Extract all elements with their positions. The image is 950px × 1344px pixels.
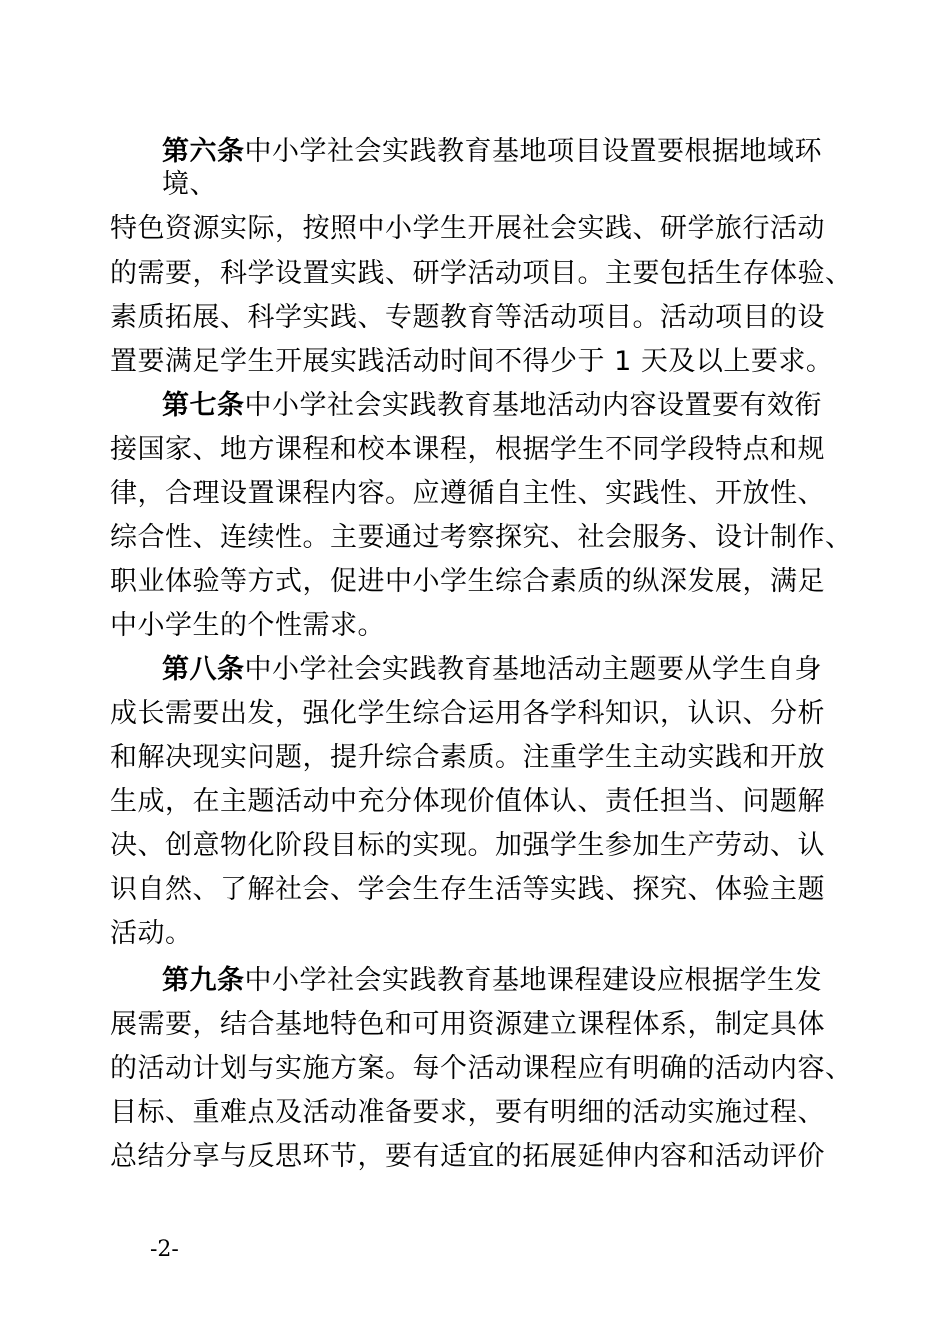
article-7-heading: 第七条 xyxy=(162,390,245,421)
article-9-line: 的活动计划与实施方案。每个活动课程应有明确的活动内容、 xyxy=(110,1053,853,1084)
article-8-line: 活动。 xyxy=(110,918,193,949)
article-6-line: 的需要，科学设置实践、研学活动项目。主要包括生存体验、 xyxy=(110,258,853,289)
article-7-line: 职业体验等方式，促进中小学生综合素质的纵深发展，满足 xyxy=(110,566,825,597)
article-7-line: 中小学生的个性需求。 xyxy=(110,610,385,641)
article-7-line: 综合性、连续性。主要通过考察探究、社会服务、设计制作、 xyxy=(110,522,853,553)
article-8-heading: 第八条 xyxy=(162,654,245,685)
article-6-text: 中小学社会实践教育基地项目设置要根据地域环 xyxy=(244,136,822,167)
article-6-line: 置要满足学生开展实践活动时间不得少于 1 天及以上要求。 xyxy=(110,346,834,377)
article-8-line: 识自然、了解社会、学会生存生活等实践、探究、体验主题 xyxy=(110,874,825,905)
page-number: -2- xyxy=(150,1237,179,1262)
article-7-text: 中小学社会实践教育基地活动内容设置要有效衔 xyxy=(244,390,822,421)
article-9-line: 目标、重难点及活动准备要求，要有明细的活动实施过程、 xyxy=(110,1097,825,1128)
article-8-first-line xyxy=(162,653,922,687)
article-9-line: 总结分享与反思环节，要有适宜的拓展延伸内容和活动评价 xyxy=(110,1141,825,1172)
article-8-line: 和解决现实问题，提升综合素质。注重学生主动实践和开放 xyxy=(110,742,825,773)
article-7-first-line xyxy=(162,389,922,423)
article-7-line: 律，合理设置课程内容。应遵循自主性、实践性、开放性、 xyxy=(110,478,825,509)
article-8-line: 决、创意物化阶段目标的实现。加强学生参加生产劳动、认 xyxy=(110,830,825,861)
article-6-first-line xyxy=(162,135,922,169)
article-6-line: 特色资源实际，按照中小学生开展社会实践、研学旅行活动 xyxy=(110,213,825,244)
article-6-line: 境、 xyxy=(162,169,217,200)
article-9-heading: 第九条 xyxy=(162,965,245,996)
article-6-line: 素质拓展、科学实践、专题教育等活动项目。活动项目的设 xyxy=(110,302,825,333)
article-7-line: 接国家、地方课程和校本课程，根据学生不同学段特点和规 xyxy=(110,434,825,465)
article-8-text: 中小学社会实践教育基地活动主题要从学生自身 xyxy=(244,654,822,685)
article-8-line: 成长需要出发，强化学生综合运用各学科知识，认识、分析 xyxy=(110,698,825,729)
article-9-first-line xyxy=(162,964,922,998)
article-8-line: 生成，在主题活动中充分体现价值体认、责任担当、问题解 xyxy=(110,786,825,817)
article-9-text: 中小学社会实践教育基地课程建设应根据学生发 xyxy=(244,965,822,996)
article-9-line: 展需要，结合基地特色和可用资源建立课程体系，制定具体 xyxy=(110,1009,825,1040)
article-6-heading: 第六条 xyxy=(162,136,245,167)
